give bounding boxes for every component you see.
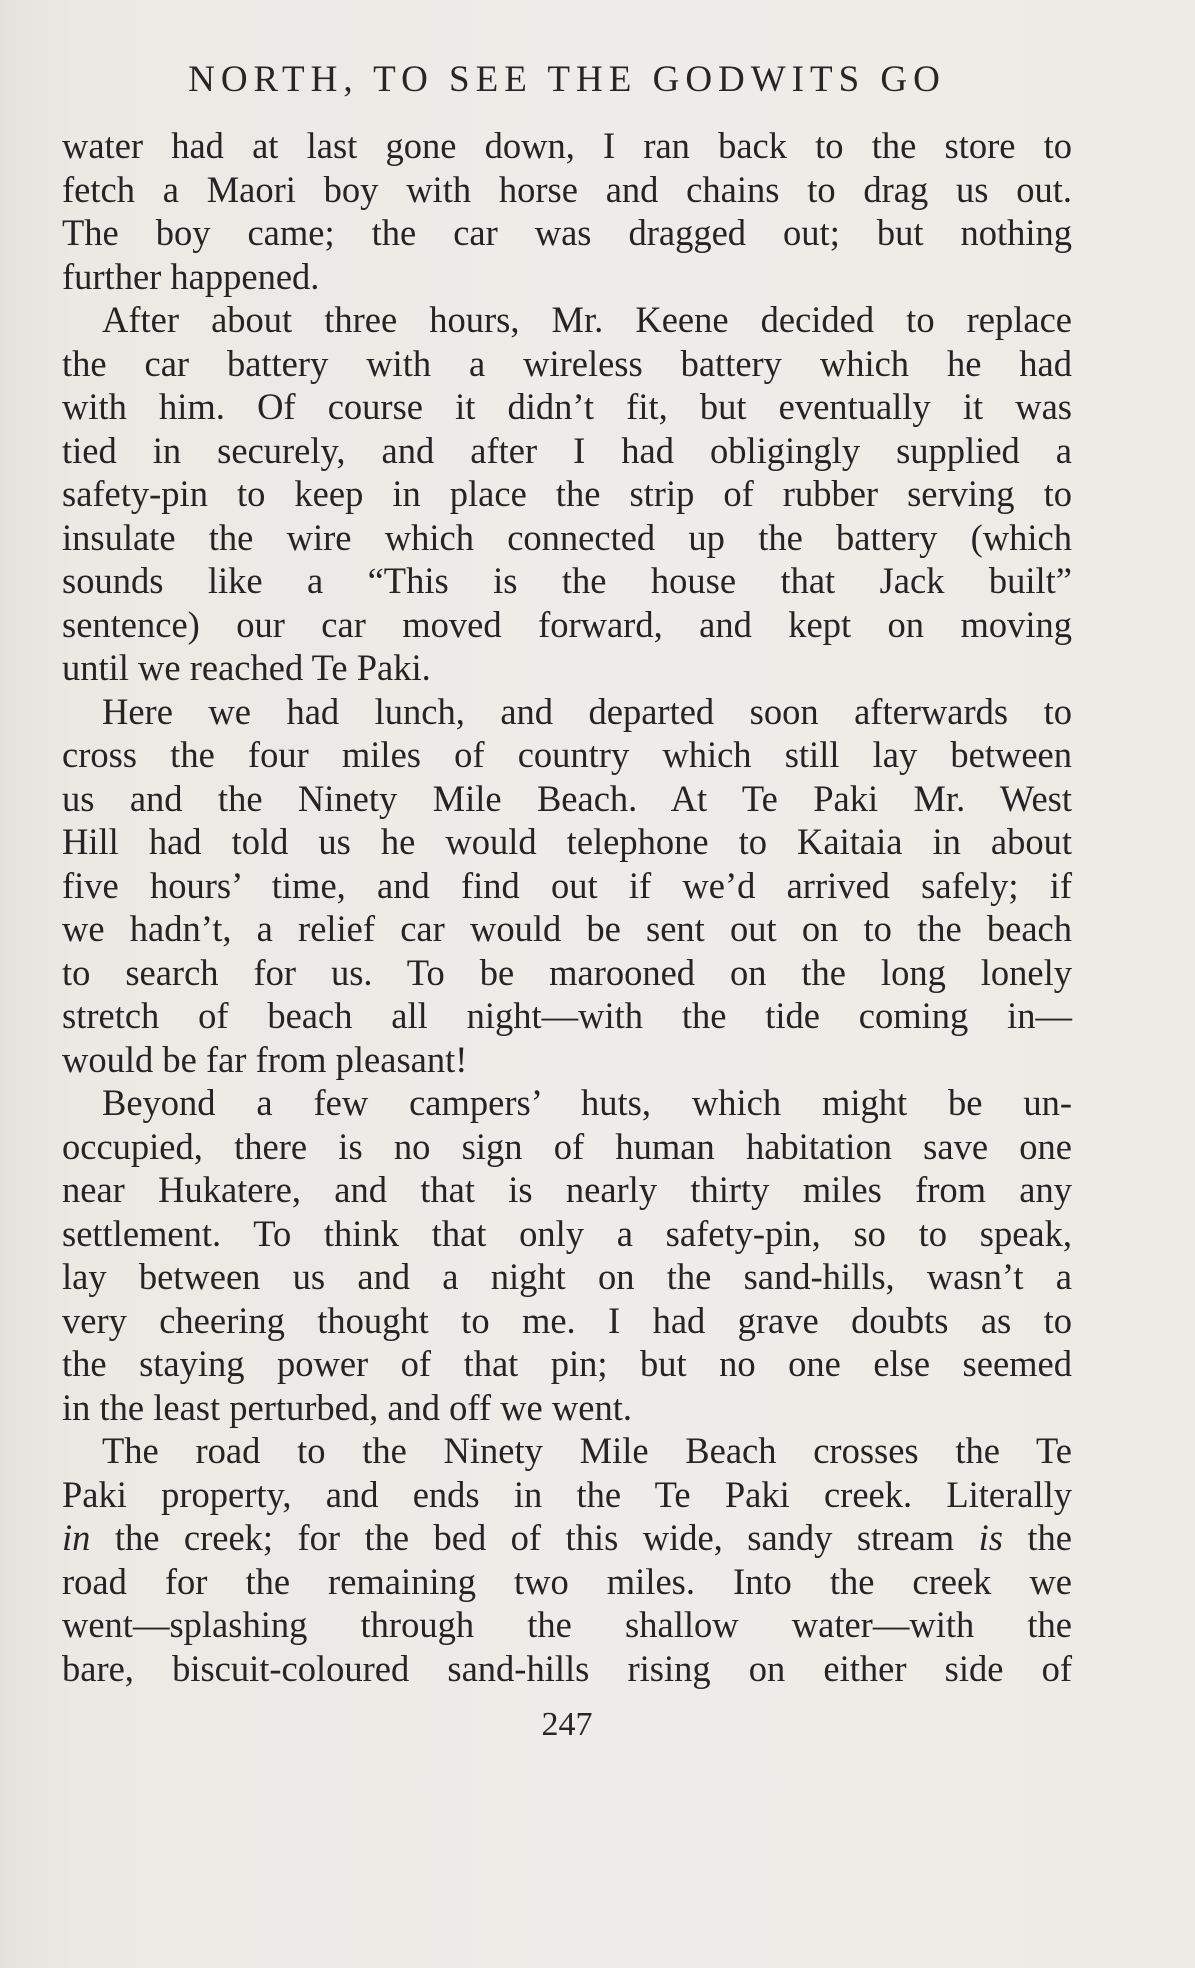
text-line-with-emphasis (62, 1516, 1072, 1560)
text-line: cross the four miles of country which still lay between (62, 734, 1072, 775)
text-line: road for the remaining two miles. Into the creek we (62, 1560, 1072, 1602)
text-line: until we reached Te Paki. (62, 647, 431, 688)
text-line: Beyond a few campers’ huts, which might be un- (102, 1082, 1072, 1123)
text-line: After about three hours, Mr. Keene decided to replace (102, 299, 1072, 340)
text-line: safety-pin to keep in place the strip of rubber serving to (62, 473, 1072, 514)
text-line: near Hukatere, and that is nearly thirty miles from any (62, 1169, 1072, 1210)
line-segment: the (1002, 1517, 1072, 1558)
text-line: settlement. To think that only a safety-pin, so to speak, (62, 1212, 1072, 1254)
text-line: us and the Ninety Mile Beach. At Te Paki Mr. West (62, 777, 1072, 819)
text-line: insulate the wire which connected up the battery (which (62, 516, 1072, 558)
text-line: The road to the Ninety Mile Beach crosses the Te (102, 1430, 1072, 1471)
text-line: went—splashing through the shallow water—with the (62, 1604, 1072, 1645)
text-line: with him. Of course it didn’t fit, but eventually it was (62, 386, 1072, 427)
emphasis-is: is (978, 1517, 1003, 1558)
text-line: occupied, there is no sign of human habitation save one (62, 1125, 1072, 1167)
text-line: The boy came; the car was dragged out; but nothing (62, 212, 1072, 253)
text-line: would be far from pleasant! (62, 1038, 468, 1080)
emphasis-in: in (62, 1517, 91, 1558)
body-text (62, 124, 1072, 1690)
text-line: tied in securely, and after I had obligingly supplied a (62, 429, 1072, 471)
text-line: five hours’ time, and find out if we’d arrived safely; if (62, 864, 1072, 906)
text-line: further happened. (62, 255, 320, 297)
text-line: bare, biscuit-coloured sand-hills rising on either side of (62, 1647, 1072, 1689)
text-line: the car battery with a wireless battery which he had (62, 342, 1072, 384)
text-line: Paki property, and ends in the Te Paki creek. Literally (62, 1473, 1072, 1515)
text-line: lay between us and a night on the sand-hills, wasn’t a (62, 1256, 1072, 1297)
text-line: sounds like a “This is the house that Jack built” (62, 560, 1072, 601)
text-line: fetch a Maori boy with horse and chains to drag us out. (62, 168, 1072, 210)
text-line: Hill had told us he would telephone to Kaitaia in about (62, 821, 1072, 862)
text-line: stretch of beach all night—with the tide coming in— (62, 995, 1072, 1036)
text-line: water had at last gone down, I ran back to the store to (62, 125, 1072, 166)
text-line: to search for us. To be marooned on the long lonely (62, 951, 1072, 993)
text-line: sentence) our car moved forward, and kept on moving (62, 603, 1072, 645)
text-line: Here we had lunch, and departed soon afterwards to (102, 690, 1072, 732)
running-head: NORTH, TO SEE THE GODWITS GO (188, 59, 946, 100)
text-line: in the least perturbed, and off we went. (62, 1386, 632, 1428)
page-number: 247 (541, 1706, 593, 1743)
text-line: we hadn’t, a relief car would be sent out on to the beach (62, 908, 1072, 949)
text-line: the staying power of that pin; but no one else seemed (62, 1343, 1072, 1384)
line-segment: the creek; for the bed of this wide, sandy stream (90, 1517, 979, 1558)
text-line: very cheering thought to me. I had grave doubts as to (62, 1299, 1072, 1341)
